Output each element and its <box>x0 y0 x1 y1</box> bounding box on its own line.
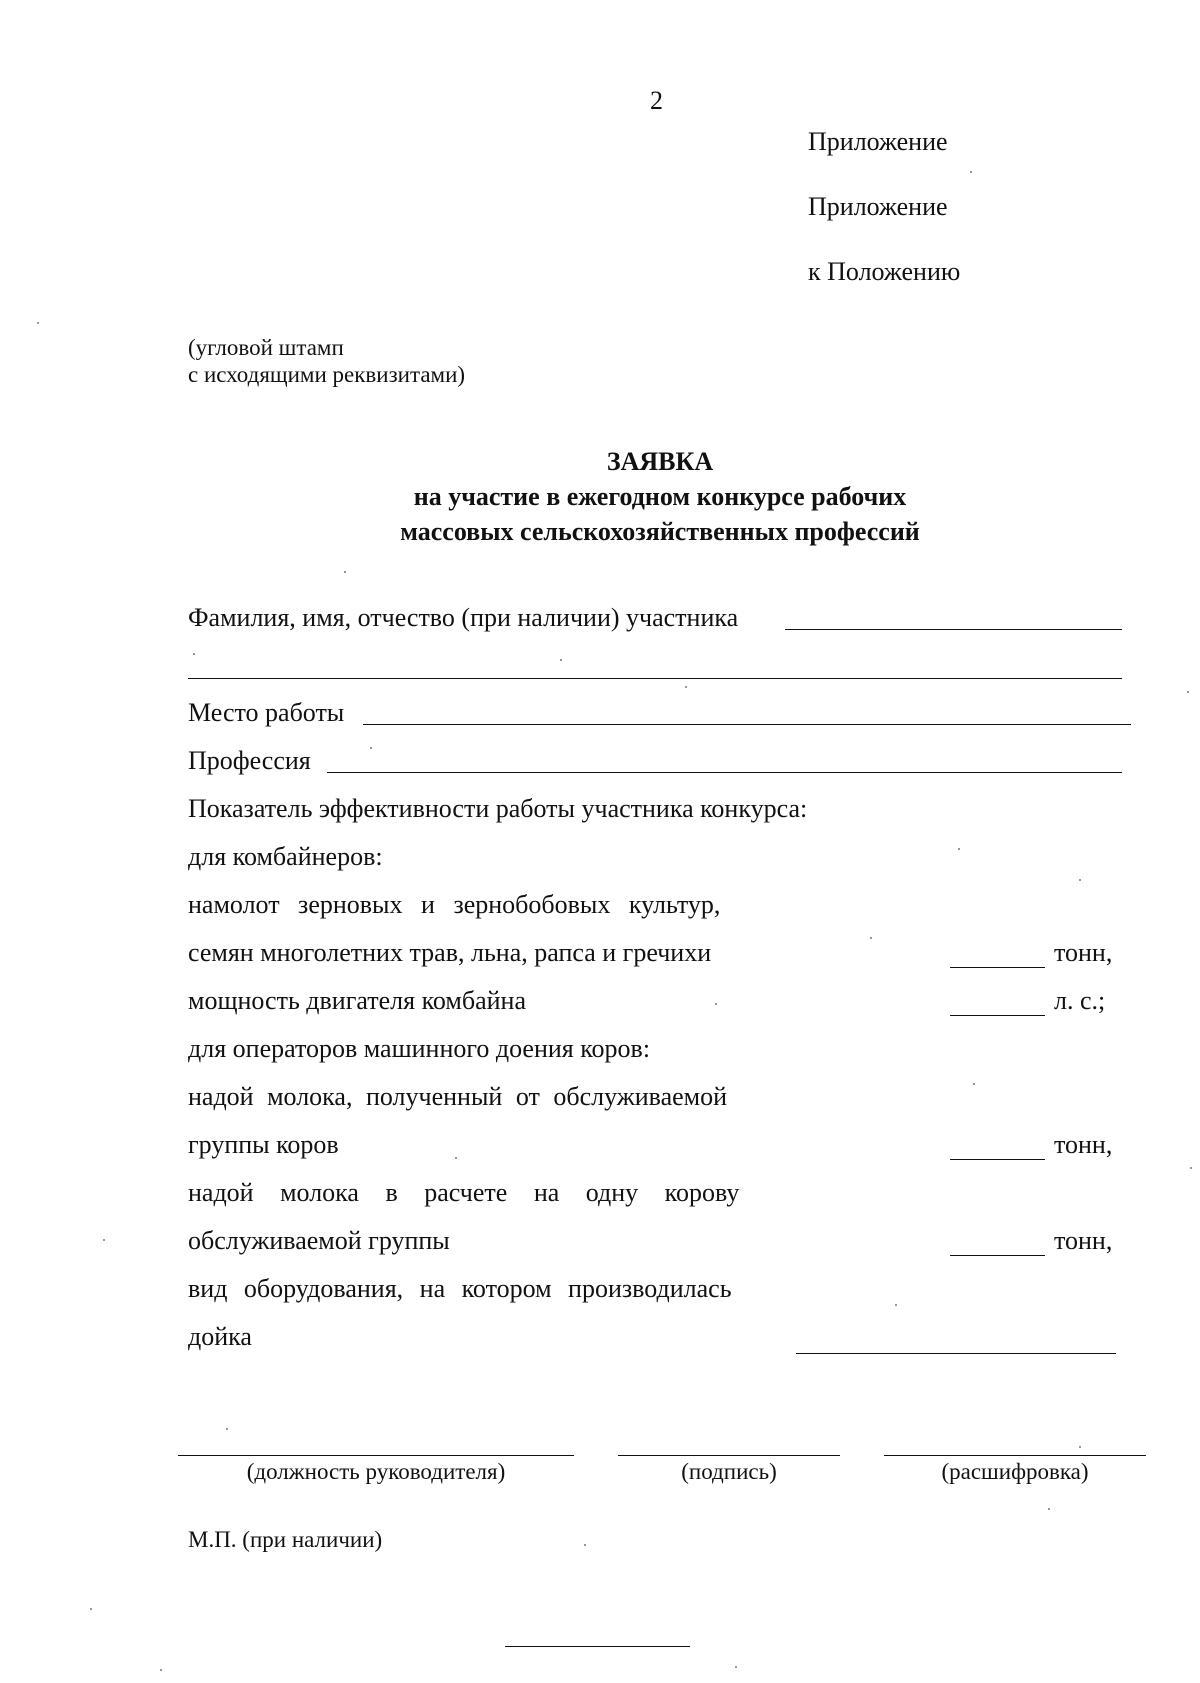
threshing-line-1: намолот зерновых и зернобобовых культур, <box>188 890 721 919</box>
bottom-separator <box>505 1646 690 1647</box>
appendix-line-1: Приложение <box>808 127 948 156</box>
scan-speck <box>103 1239 105 1241</box>
scan-speck <box>90 1608 92 1610</box>
participant-name-field[interactable] <box>785 629 1122 630</box>
scan-speck <box>870 937 872 939</box>
scan-speck <box>895 1304 897 1306</box>
per-cow-yield-field[interactable] <box>950 1255 1045 1256</box>
scan-speck <box>193 653 195 655</box>
indicators-header: Показатель эффективности работы участника конкурса: <box>188 794 808 823</box>
scan-speck <box>1079 879 1081 881</box>
scan-speck <box>735 1666 737 1668</box>
scan-speck <box>715 1003 717 1005</box>
scan-speck <box>560 659 562 661</box>
equipment-field[interactable] <box>796 1353 1116 1354</box>
per-cow-yield-unit: тонн, <box>1054 1226 1113 1255</box>
threshing-unit: тонн, <box>1054 938 1113 967</box>
position-caption: (должность руководителя) <box>246 1459 506 1484</box>
scan-speck <box>160 1669 162 1671</box>
milk-yield-line-2: группы коров <box>188 1130 339 1159</box>
combine-operators-header: для комбайнеров: <box>188 842 383 871</box>
participant-name-field-continuation[interactable] <box>188 678 1122 679</box>
stamp-note-line-1: (угловой штамп <box>188 335 344 360</box>
participant-name-label: Фамилия, имя, отчество (при наличии) участника <box>188 603 739 632</box>
scan-speck <box>970 171 972 173</box>
per-cow-yield-line-2: обслуживаемой группы <box>188 1226 450 1255</box>
workplace-field[interactable] <box>363 724 1131 725</box>
milk-yield-field[interactable] <box>950 1159 1045 1160</box>
profession-label: Профессия <box>188 746 311 775</box>
scan-speck <box>958 848 960 850</box>
scan-speck <box>1048 1508 1050 1510</box>
signature-caption: (подпись) <box>681 1459 777 1484</box>
page-number: 2 <box>650 86 663 115</box>
scan-speck <box>226 1428 228 1430</box>
signature-line[interactable] <box>618 1455 840 1456</box>
scan-speck <box>1187 691 1189 693</box>
scan-speck <box>584 1544 586 1546</box>
stamp-note-line-2: с исходящими реквизитами) <box>188 362 466 387</box>
workplace-label: Место работы <box>188 698 345 727</box>
appendix-line-3: к Положению <box>808 257 961 286</box>
milk-yield-unit: тонн, <box>1054 1130 1113 1159</box>
scan-speck <box>370 747 372 749</box>
engine-power-field[interactable] <box>950 1015 1045 1016</box>
profession-field[interactable] <box>327 772 1122 773</box>
engine-power-unit: л. с.; <box>1054 986 1106 1015</box>
milking-operators-header: для операторов машинного доения коров: <box>188 1034 651 1063</box>
decoding-caption: (расшифровка) <box>941 1459 1089 1484</box>
threshing-value-field[interactable] <box>950 967 1045 968</box>
scan-speck <box>455 1157 457 1159</box>
per-cow-yield-line-1: надой молока в расчете на одну корову <box>188 1178 740 1207</box>
threshing-line-2: семян многолетних трав, льна, рапса и гречихи <box>188 938 712 967</box>
seal-note: М.П. (при наличии) <box>188 1527 383 1552</box>
equipment-line-1: вид оборудования, на котором производилась <box>188 1274 732 1303</box>
milk-yield-line-1: надой молока, полученный от обслуживаемой <box>188 1082 728 1111</box>
engine-power-label: мощность двигателя комбайна <box>188 986 526 1015</box>
scan-speck <box>685 686 687 688</box>
position-signature-line[interactable] <box>178 1455 574 1456</box>
decoding-signature-line[interactable] <box>884 1455 1146 1456</box>
equipment-line-2: дойка <box>188 1322 252 1351</box>
document-subtitle-1: на участие в ежегодном конкурсе рабочих <box>413 482 907 511</box>
appendix-line-2: Приложение <box>808 192 948 221</box>
scan-speck <box>37 322 39 324</box>
document-subtitle-2: массовых сельскохозяйственных профессий <box>400 517 920 546</box>
scan-speck <box>1190 1167 1192 1169</box>
scan-speck <box>1079 1446 1081 1448</box>
scan-speck <box>344 571 346 573</box>
document-title: ЗАЯВКА <box>606 447 714 476</box>
scan-speck <box>973 1083 975 1085</box>
